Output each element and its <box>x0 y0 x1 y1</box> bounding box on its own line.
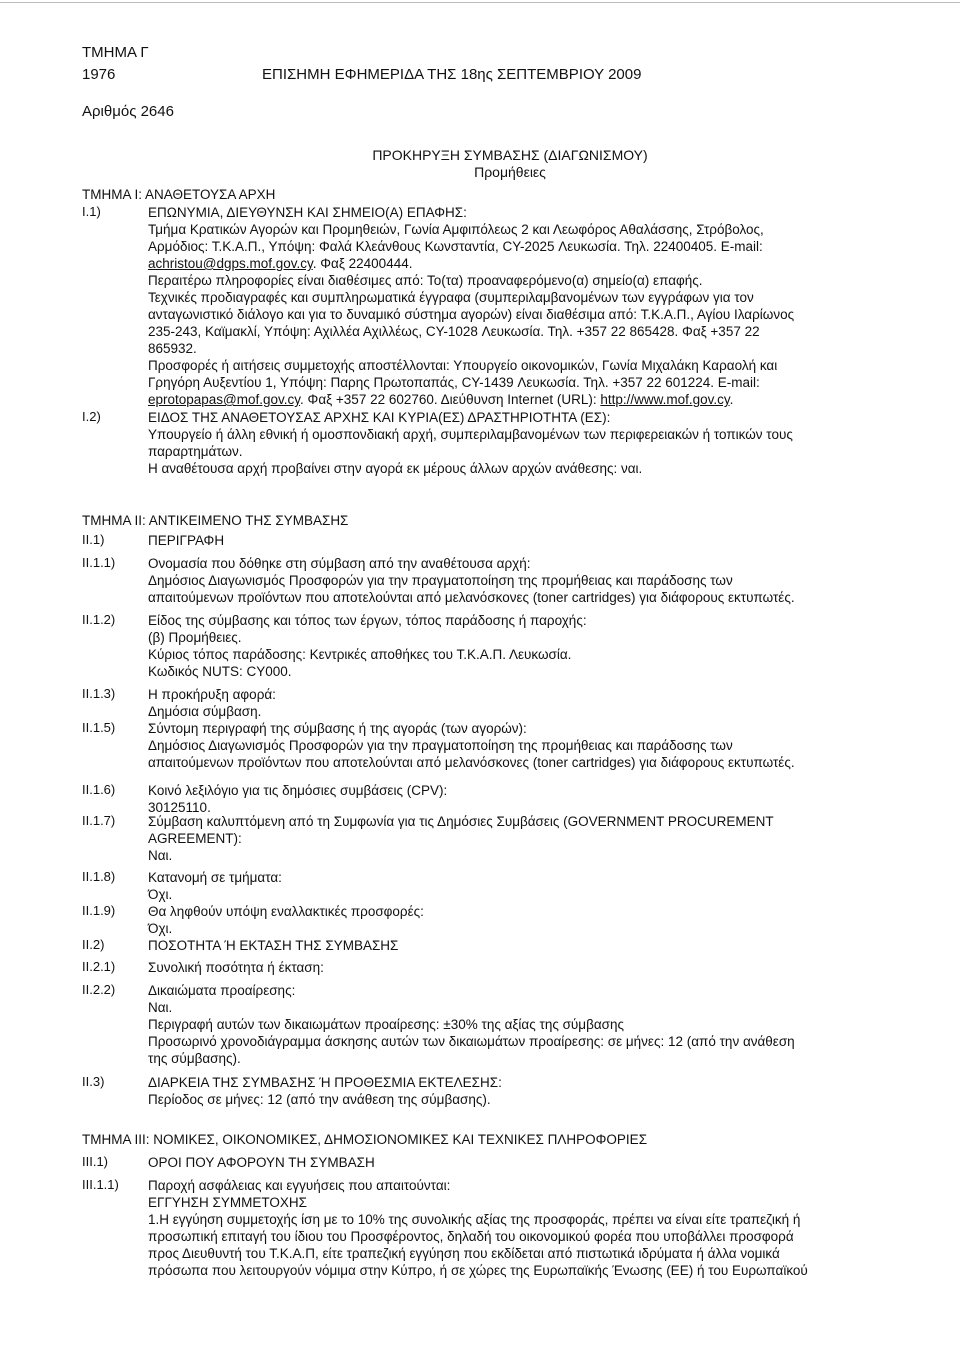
item-body <box>148 782 870 816</box>
item-number: ΙΙ.1.5) <box>82 720 116 735</box>
line: Ονομασία που δόθηκε στη σύμβαση από την αναθέτουσα αρχή: <box>148 556 531 571</box>
item-body <box>148 555 870 606</box>
item-number: ΙΙ.1.7) <box>82 813 116 828</box>
item-number: ΙΙ.1) <box>82 532 105 547</box>
item-number: Ι.2) <box>82 409 101 424</box>
item-number: ΙΙ.2.2) <box>82 982 116 997</box>
item-number: ΙΙ.1.9) <box>82 903 116 918</box>
line: ΕΠΩΝΥΜΙΑ, ΔΙΕΥΘΥΝΣΗ ΚΑΙ ΣΗΜΕΙΟ(Α) ΕΠΑΦΗΣ: <box>148 205 467 220</box>
line: Υπουργείο ή άλλη εθνική ή ομοσπονδιακή αρχή, συμπεριλαμβανομένων των περιφερειακών ή τοπικών τους <box>148 427 793 442</box>
line: ΠΟΣΟΤΗΤΑ Ή ΕΚΤΑΣΗ ΤΗΣ ΣΥΜΒΑΣΗΣ <box>148 938 399 953</box>
item-number: ΙΙ.2) <box>82 937 105 952</box>
line: Η αναθέτουσα αρχή προβαίνει στην αγορά εκ μέρους άλλων αρχών ανάθεσης: ναι. <box>148 461 643 476</box>
item-number: ΙΙ.3) <box>82 1074 105 1089</box>
line: 865932. <box>148 341 197 356</box>
item-body <box>148 720 870 771</box>
line: Κύριος τόπος παράδοσης: Κεντρικές αποθήκες του Τ.Κ.Α.Π. Λευκωσία. <box>148 647 572 662</box>
item-body <box>148 903 870 937</box>
line: Τεχνικές προδιαγραφές και συμπληρωματικά έγγραφα (συμπεριλαμβανομένων των εγγράφων για τον <box>148 290 754 305</box>
email-line <box>148 391 870 408</box>
line: της σύμβασης). <box>148 1051 241 1066</box>
item-body <box>148 813 870 864</box>
line-tail: . <box>729 392 734 407</box>
line: Είδος της σύμβασης και τόπος των έργων, τόπος παράδοσης ή παροχής: <box>148 613 587 628</box>
line: Όχι. <box>148 887 173 902</box>
line: Σύμβαση καλυπτόμενη από τη Συμφωνία για τις Δημόσιες Συμβάσεις (GOVERNMENT PROCUREMENT <box>148 814 774 829</box>
line: Κοινό λεξιλόγιο για τις δημόσιες συμβάσεις (CPV): <box>148 783 448 798</box>
line: Προσφορές ή αιτήσεις συμμετοχής αποστέλλονται: Υπουργείο οικονομικών, Γωνία Μιχαλάκη Καραολή και <box>148 358 778 373</box>
line: Θα ληφθούν υπόψη εναλλακτικές προσφορές: <box>148 904 424 919</box>
line-tail: . Φαξ 22400444. <box>312 256 413 271</box>
line: 30125110. <box>148 800 211 815</box>
item-number: ΙΙ.1.2) <box>82 612 116 627</box>
section-2-heading: ΤΜΗΜΑ ΙΙ: ΑΝΤΙΚΕΙΜΕΝΟ ΤΗΣ ΣΥΜΒΑΣΗΣ <box>82 513 349 528</box>
url-link[interactable]: http://www.mof.gov.cy <box>600 392 730 407</box>
line: 235-243, Καϊμακλί, Υπόψη: Αχιλλέα Αχιλλέως, CY-1028 Λευκωσία. Τηλ. +357 22 865428. Φαξ +357 22 <box>148 324 760 339</box>
line: ΕΓΓΥΗΣΗ ΣΥΜΜΕΤΟΧΗΣ <box>148 1195 307 1210</box>
section-1-heading: ΤΜΗΜΑ Ι: ΑΝΑΘΕΤΟΥΣΑ ΑΡΧΗ <box>82 187 276 202</box>
line: Γρηγόρη Αυξεντίου 1, Υπόψη: Παρης Πρωτοπαπάς, CY-1439 Λευκωσία. Τηλ. +357 22 601224. E-mail: <box>148 375 760 390</box>
line: πρόσωπα που λειτουργούν νόμιμα στην Κύπρο, ή σε χώρες της Ευρωπαϊκής Ένωσης (ΕΕ) ή του Ευρωπαϊκού <box>148 1263 808 1278</box>
line: ανταγωνιστικό διάλογο και για το δυναμικό σύστημα αγορών) είναι διαθέσιμα από: Τ.Κ.Α.Π., Αγίου Ιλαρίωνος <box>148 307 795 322</box>
line: Παροχή ασφάλειας και εγγυήσεις που απαιτούνται: <box>148 1178 451 1193</box>
item-number: Ι.1) <box>82 204 101 219</box>
item-body <box>148 1154 870 1171</box>
item-body <box>148 1074 870 1108</box>
line: Όχι. <box>148 921 173 936</box>
email-link[interactable]: eprotopapas@mof.gov.cy <box>148 392 301 407</box>
line: Περαιτέρω πληροφορίες είναι διαθέσιμες από: Το(τα) προαναφερόμενο(α) σημείο(α) επαφής. <box>148 273 703 288</box>
section-3-heading: ΤΜΗΜΑ ΙΙΙ: ΝΟΜΙΚΕΣ, ΟΙΚΟΝΟΜΙΚΕΣ, ΔΗΜΟΣΙΟΝΟΜΙΚΕΣ ΚΑΙ ΤΕΧΝΙΚΕΣ ΠΛΗΡΟΦΟΡΙΕΣ <box>82 1132 648 1147</box>
email-link[interactable]: achristou@dgps.mof.gov.cy <box>148 256 313 271</box>
notice-subtitle: Προμήθειες <box>474 164 546 180</box>
item-body <box>148 204 870 408</box>
line: ΔΙΑΡΚΕΙΑ ΤΗΣ ΣΥΜΒΑΣΗΣ Ή ΠΡΟΘΕΣΜΙΑ ΕΚΤΕΛΕΣΗΣ: <box>148 1075 502 1090</box>
scan-edge <box>0 2 960 3</box>
item-body <box>148 869 870 903</box>
line: Η προκήρυξη αφορά: <box>148 687 276 702</box>
item-body <box>148 532 870 549</box>
page-number: 1976 <box>82 66 116 83</box>
item-number: ΙΙ.1.3) <box>82 686 116 701</box>
issue-number: Αριθμός 2646 <box>82 103 174 120</box>
line: Δικαιώματα προαίρεσης: <box>148 983 296 998</box>
item-number: ΙΙ.2.1) <box>82 959 116 974</box>
line: Αρμόδιος: Τ.Κ.Α.Π., Υπόψη: Φαλά Κλεάνθους Κωνσταντία, CY-2025 Λευκωσία. Τηλ. 22400405. E-mail: <box>148 239 763 254</box>
line: προσωπική επιταγή του ίδιου του Προσφέροντος, δηλαδή του οικονομικού φορέα που υποβάλλει προσφορά <box>148 1229 794 1244</box>
line: Περιγραφή αυτών των δικαιωμάτων προαίρεσης: ±30% της αξίας της σύμβασης <box>148 1017 625 1032</box>
item-body <box>148 937 870 954</box>
line: Δημόσια σύμβαση. <box>148 704 262 719</box>
item-number: ΙΙ.1.8) <box>82 869 116 884</box>
item-number: ΙΙ.1.1) <box>82 555 116 570</box>
line: παραρτημάτων. <box>148 444 243 459</box>
line: AGREEMENT): <box>148 831 242 846</box>
line: Περίοδος σε μήνες: 12 (από την ανάθεση της σύμβασης). <box>148 1092 491 1107</box>
line: Ναι. <box>148 848 173 863</box>
item-number: ΙΙΙ.1.1) <box>82 1177 119 1192</box>
item-body <box>148 612 870 680</box>
line: Ναι. <box>148 1000 173 1015</box>
line: Κατανομή σε τμήματα: <box>148 870 282 885</box>
line: Τμήμα Κρατικών Αγορών και Προμηθειών, Γωνία Αμφιπόλεως 2 και Λεωφόρος Αθαλάσσης, Στρόβολος, <box>148 222 764 237</box>
line: ΠΕΡΙΓΡΑΦΗ <box>148 533 225 548</box>
line: ΕΙΔΟΣ ΤΗΣ ΑΝΑΘΕΤΟΥΣΑΣ ΑΡΧΗΣ ΚΑΙ ΚΥΡΙΑ(ΕΣ) ΔΡΑΣΤΗΡΙΟΤΗΤΑ (ΕΣ): <box>148 410 611 425</box>
line: Δημόσιος Διαγωνισμός Προσφορών για την πραγματοποίηση της προμήθειας και παράδοσης των <box>148 738 733 753</box>
item-body <box>148 959 870 976</box>
line: ΟΡΟΙ ΠΟΥ ΑΦΟΡΟΥΝ ΤΗ ΣΥΜΒΑΣΗ <box>148 1155 375 1170</box>
notice-title: ΠΡΟΚΗΡΥΞΗ ΣΥΜΒΑΣΗΣ (ΔΙΑΓΩΝΙΣΜΟΥ) <box>372 147 648 163</box>
section-label: ΤΜΗΜΑ Γ <box>82 44 149 61</box>
line: (β) Προμήθειες. <box>148 630 242 645</box>
item-body <box>148 409 870 477</box>
item-number: ΙΙ.1.6) <box>82 782 116 797</box>
line: Σύντομη περιγραφή της σύμβασης ή της αγοράς (των αγορών): <box>148 721 527 736</box>
line: Προσωρινό χρονοδιάγραμμα άσκησης αυτών των δικαιωμάτων προαίρεσης: σε μήνες: 12 (από την ανάθεση <box>148 1034 795 1049</box>
item-number: ΙΙΙ.1) <box>82 1154 109 1169</box>
line: απαιτούμενων προϊόντων που αποτελούνται από μελανόσκονες (toner cartridges) για διάφορους εκτυπωτές. <box>148 590 795 605</box>
line: Δημόσιος Διαγωνισμός Προσφορών για την πραγματοποίηση της προμήθειας και παράδοσης των <box>148 573 733 588</box>
line: απαιτούμενων προϊόντων που αποτελούνται από μελανόσκονες (toner cartridges) για διάφορους εκτυπωτές. <box>148 755 795 770</box>
item-body <box>148 1177 870 1279</box>
line: Συνολική ποσότητα ή έκταση: <box>148 960 324 975</box>
item-body <box>148 686 870 720</box>
gazette-title: ΕΠΙΣΗΜΗ ΕΦΗΜΕΡΙΔΑ ΤΗΣ 18ης ΣΕΠΤΕΜΒΡΙΟΥ 2009 <box>262 66 642 83</box>
line-tail: . Φαξ +357 22 602760. Διεύθυνση Internet (URL): <box>300 392 601 407</box>
line: προς Διευθυντή του Τ.Κ.Α.Π, είτε τραπεζική εγγύηση που εκδίδεται από πιστωτικά ιδρύματα ή άλλα νομικά <box>148 1246 780 1261</box>
line: 1.Η εγγύηση συμμετοχής ίση με το 10% της συνολικής αξίας της προσφοράς, πρέπει να είναι είτε τραπεζική ή <box>148 1212 801 1227</box>
email-line <box>148 255 870 272</box>
line: Κωδικός NUTS: CY000. <box>148 664 292 679</box>
item-body <box>148 982 870 1067</box>
